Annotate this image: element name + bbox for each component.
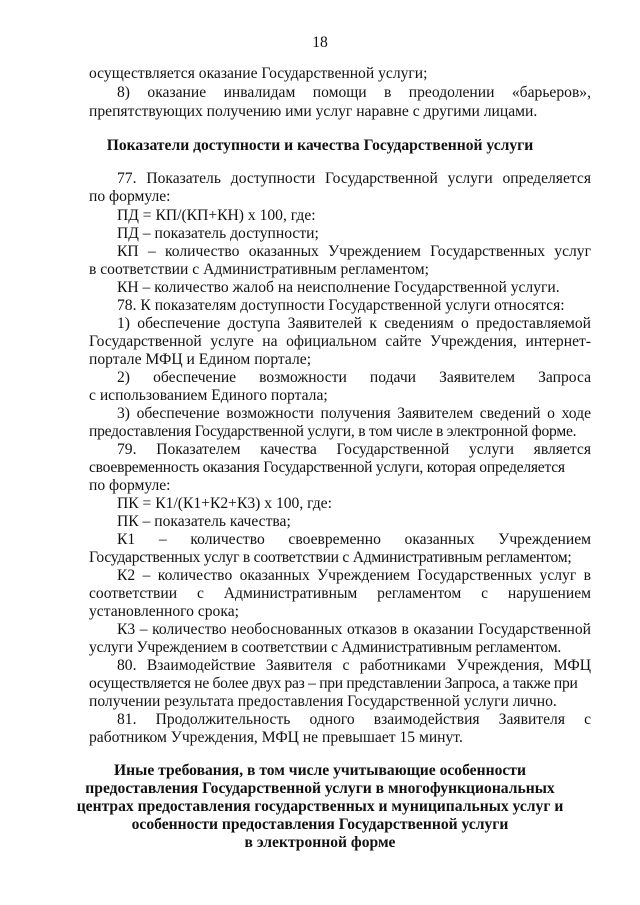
section-heading-line: Иные требования, в том числе учитывающие особенности (114, 762, 526, 779)
text-line: в соответствии с Административным регламентом; (89, 261, 430, 278)
text-line: портале МФЦ и Едином портале; (89, 351, 312, 368)
section-heading-line: в электронной форме (244, 834, 396, 851)
text-line: К1 – количество своевременно оказанных Учреждением (117, 531, 591, 548)
text-line: 1) обеспечение доступа Заявителей к сведениям о предоставляемой (117, 315, 591, 332)
page-number: 18 (312, 34, 328, 51)
section-heading-line: центрах предоставления государственных и муниципальных услуг и (76, 798, 564, 815)
text-line: Государственной услуге на официальном сайте Учреждения, интернет- (89, 333, 591, 350)
text-line: 8) оказание инвалидам помощи в преодолении «барьеров», (117, 84, 591, 101)
text-line: препятствующих получению ими услуг наравне с другими лицами. (89, 103, 538, 120)
formula-line: ПК = К1/(К1+К2+К3) х 100, где: (117, 495, 332, 512)
formula-line: ПД = КП/(КП+КН) х 100, где: (117, 207, 316, 224)
text-line: КН – количество жалоб на неисполнение Государственной услуги. (117, 279, 560, 296)
text-line: 80. Взаимодействие Заявителя с работниками Учреждения, МФЦ (117, 657, 591, 674)
text-line: получении результата предоставления Государственной услуги лично. (89, 693, 557, 710)
text-line: соответствии с Административным регламентом с нарушением (89, 585, 591, 602)
text-line: 2) обеспечение возможности подачи Заявителем Запроса (117, 369, 591, 386)
text-line: 79. Показателем качества Государственной услуги является (117, 441, 591, 458)
text-line: 77. Показатель доступности Государственной услуги определяется (117, 170, 591, 187)
text-line: предоставления Государственной услуги, в том числе в электронной форме. (89, 423, 577, 440)
section-heading-line: особенности предоставления Государственной услуги (131, 816, 509, 833)
section-heading-line: предоставления Государственной услуги в многофункциональных (85, 780, 555, 797)
text-line: 81. Продолжительность одного взаимодействия Заявителя с (117, 711, 591, 728)
text-line: с использованием Единого портала; (89, 387, 328, 404)
text-line: услуги Учреждением в соответствии с Административным регламентом. (89, 639, 562, 656)
text-line: Государственных услуг в соответствии с Административным регламентом; (89, 549, 572, 566)
text-line: по формуле: (89, 477, 171, 494)
text-line: 78. К показателям доступности Государственной услуги относятся: (117, 297, 565, 314)
text-line: ПК – показатель качества; (117, 513, 291, 530)
text-line: 3) обеспечение возможности получения Заявителем сведений о ходе (117, 405, 591, 422)
text-line: К3 – количество необоснованных отказов в оказании Государственной (117, 621, 591, 638)
text-line: осуществляется не более двух раз – при представлении Запроса, а также при (89, 675, 578, 692)
section-heading: Показатели доступности и качества Государственной услуги (106, 137, 534, 154)
text-line: установленного срока; (89, 603, 239, 620)
text-line: работником Учреждения, МФЦ не превышает 15 минут. (89, 729, 463, 746)
text-line: ПД – показатель доступности; (117, 225, 319, 242)
text-line: КП – количество оказанных Учреждением Государственных услуг (117, 243, 591, 260)
text-line: по формуле: (89, 188, 171, 205)
text-line: осуществляется оказание Государственной услуги; (89, 65, 428, 82)
text-line: К2 – количество оказанных Учреждением Государственных услуг в (117, 567, 591, 584)
text-line: своевременность оказания Государственной услуги, которая определяется (89, 459, 565, 476)
